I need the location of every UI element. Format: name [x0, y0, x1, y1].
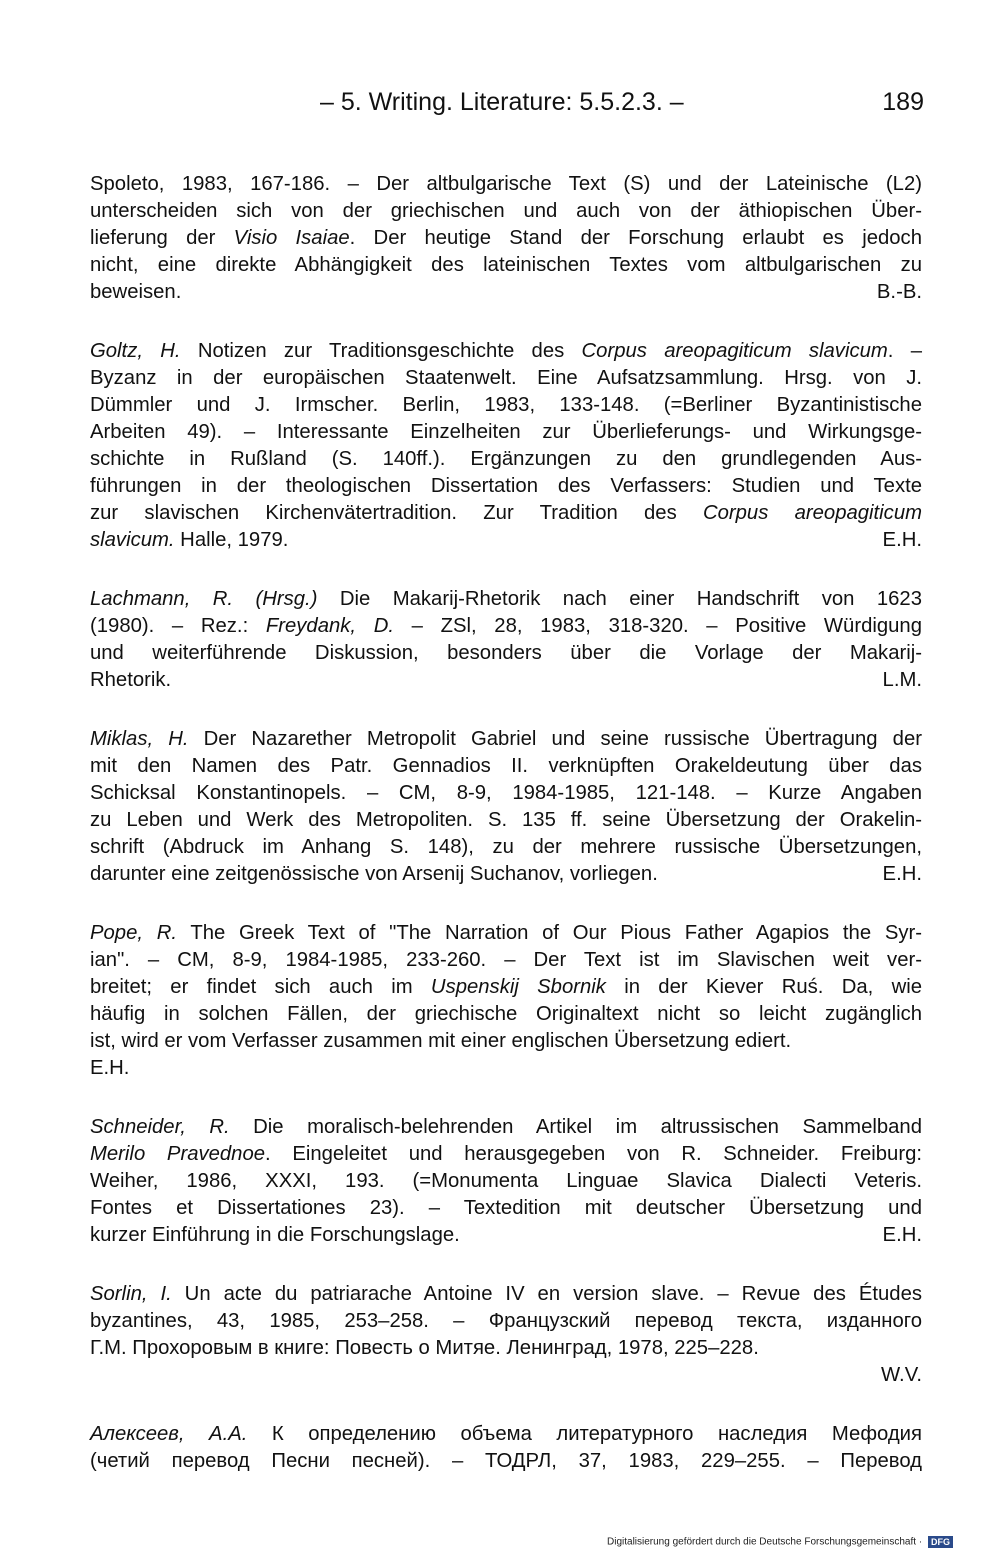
entry-line: häufig in solchen Fällen, der griechische Originaltext nicht so leicht zugänglich [90, 1003, 922, 1025]
entry-line: ist, wird er vom Verfasser zusammen mit einer englischen Übersetzung ediert. [90, 1030, 792, 1052]
entry-line: nicht, eine direkte Abhängigkeit des lateinischen Textes vom altbulgarischen zu [90, 254, 922, 276]
entry-line: ian". – CM, 8-9, 1984-1985, 233-260. – Der Text ist im Slavischen weit ver- [90, 949, 922, 971]
entry-line: Weiher, 1986, XXXI, 193. (=Monumenta Linguae Slavica Dialecti Veteris. [90, 1170, 922, 1192]
reviewer-initials: E.H. [882, 529, 922, 551]
entry-line: Алексеев, А.А. К определению объема литературного наследия Мефодия [90, 1423, 922, 1445]
entry-line-text: darunter eine zeitgenössische von Arsenij Suchanov, vorliegen. [90, 863, 658, 885]
reviewer-initials: E.H. [882, 863, 922, 885]
entry-line: Arbeiten 49). – Interessante Einzelheiten zur Überlieferungs- und Wirkungsge- [90, 421, 922, 443]
bibliography-entries [90, 171, 922, 1507]
entry-line: breitet; er findet sich auch im Uspenskij Sbornik in der Kiever Ruś. Da, wie [90, 976, 923, 998]
entry-line [90, 861, 922, 888]
entry-line: schrift (Abdruck im Anhang S. 148), zu der mehrere russische Übersetzungen, [90, 836, 922, 858]
entry-line: Miklas, H. Der Nazarether Metropolit Gabriel und seine russische Übertragung der [90, 728, 922, 750]
entry-line: Goltz, H. Notizen zur Traditionsgeschichte des Corpus areopagiticum slavicum. – [90, 340, 922, 362]
bibliography-entry [90, 1421, 922, 1475]
dfg-logo-icon: DFG [928, 1536, 953, 1548]
bibliography-entry [90, 586, 922, 694]
entry-line [90, 279, 922, 306]
reviewer-initials: W.V. [881, 1364, 922, 1386]
page-number: 189 [882, 88, 924, 116]
entry-line [90, 527, 922, 554]
reviewer-initials: L.M. [882, 669, 922, 691]
bibliography-entry [90, 920, 922, 1082]
entry-line: Lachmann, R. (Hrsg.) Die Makarij-Rhetorik nach einer Handschrift von 1623 [90, 588, 922, 610]
entry-line: (четий перевод Песни песней). – ТОДРЛ, 37, 1983, 229–255. – Перевод [90, 1450, 922, 1472]
entry-line: lieferung der Visio Isaiae. Der heutige Stand der Forschung erlaubt es jedoch [90, 227, 922, 249]
bibliography-entry [90, 726, 922, 888]
entry-line-text: Rhetorik. [90, 669, 172, 691]
entry-line: mit den Namen des Patr. Gennadios II. verknüpften Orakeldeutung über das [90, 755, 922, 777]
entry-line: zu Leben und Werk des Metropoliten. S. 135 ff. seine Übersetzung der Orakelin- [90, 809, 922, 831]
reviewer-initials: E.H. [882, 1224, 922, 1246]
page-footer [607, 1536, 953, 1548]
entry-line: Schicksal Konstantinopels. – CM, 8-9, 1984-1985, 121-148. – Kurze Angaben [90, 782, 922, 804]
entry-line: Fontes et Dissertationes 23). – Textedition mit deutscher Übersetzung und [90, 1197, 922, 1219]
entry-line: Г.М. Прохоровым в книге: Повесть о Митяе. Ленинград, 1978, 225–228. [90, 1337, 759, 1359]
entry-line: Dümmler und J. Irmscher. Berlin, 1983, 133-148. (=Berliner Byzantinistische [90, 394, 922, 416]
bibliography-entry [90, 338, 922, 554]
entry-line: zur slavischen Kirchenvätertradition. Zur Tradition des Corpus areopagiticum [90, 502, 922, 524]
digitization-notice: Digitalisierung gefördert durch die Deutsche Forschungsgemeinschaft · [607, 1536, 923, 1548]
entry-line: E.H. [90, 1057, 130, 1079]
entry-line: Pope, R. The Greek Text of "The Narration of Our Pious Father Agapios the Syr- [90, 922, 922, 944]
entry-line: Byzanz in der europäischen Staatenwelt. Eine Aufsatzsammlung. Hrsg. von J. [90, 367, 922, 389]
running-head: – 5. Writing. Literature: 5.5.2.3. – [320, 88, 684, 116]
bibliography-entry [90, 1114, 922, 1249]
entry-line: byzantines, 43, 1985, 253–258. – Французский перевод текста, изданного [90, 1310, 922, 1332]
entry-line-text: slavicum. Halle, 1979. [90, 529, 289, 551]
entry-line: führungen in der theologischen Dissertation des Verfassers: Studien und Texte [90, 475, 922, 497]
entry-line: Sorlin, I. Un acte du patriarache Antoine IV en version slave. – Revue des Études [90, 1283, 922, 1305]
entry-line-text: beweisen. [90, 281, 182, 303]
entry-line: Merilo Pravednoe. Eingeleitet und herausgegeben von R. Schneider. Freiburg: [90, 1143, 922, 1165]
entry-line: unterscheiden sich von der griechischen und auch von der äthiopischen Über- [90, 200, 922, 222]
entry-line [90, 667, 922, 694]
page-header [0, 88, 1000, 122]
entry-line [90, 1222, 922, 1249]
entry-line: (1980). – Rez.: Freydank, D. – ZSl, 28, 1983, 318-320. – Positive Würdigung [90, 615, 922, 637]
bibliography-entry [90, 171, 922, 306]
entry-line: Spoleto, 1983, 167-186. – Der altbulgarische Text (S) und der Lateinische (L2) [90, 173, 922, 195]
bibliography-entry [90, 1281, 922, 1389]
reviewer-initials: B.-B. [876, 281, 922, 303]
entry-line: und weiterführende Diskussion, besonders über die Vorlage der Makarij- [90, 642, 922, 664]
entry-line: Schneider, R. Die moralisch-belehrenden Artikel im altrussischen Sammelband [90, 1116, 922, 1138]
entry-line-text: kurzer Einführung in die Forschungslage. [90, 1224, 460, 1246]
entry-line: schichte in Rußland (S. 140ff.). Ergänzungen zu den grundlegenden Aus- [90, 448, 922, 470]
